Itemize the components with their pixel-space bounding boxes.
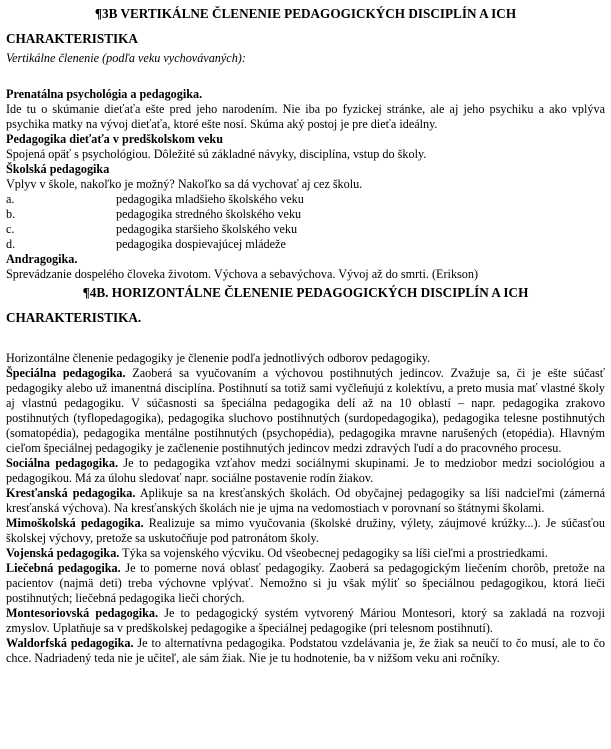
list-item (6, 222, 605, 237)
andragogy-text: Sprevádzanie dospelého človeka životom. Výchova a sebavýchova. Vývoj až do smrti. (Erikson) (6, 267, 479, 281)
section-3-subtitle: Vertikálne členenie (podľa veku vychovávaných): (6, 51, 246, 65)
text-special-pedagogy: Zaoberá sa vyučovaním a výchovou postihnutých jedincov. Zvažuje sa, či je ešte súčasť pedagogiky alebo už imanentná disciplína. Postihnutí sa totiž sami vyčleňujú z kolektívu, a preto musia mať vlastné školy aj vlastnú pedagogiku. V súčasnosti sa špeciálna pedagogika delí až na 10 oblastí – napr. pedagogika zrakovo postihnutých (tyflopedagogika), pedagogika sluchovo postihnutých (surdopedagogika), pedagogika telesne postihnutých (somatopédia), pedagogika mentálne postihnutých (psychopédia), pedagogika mravne narušených (etopédia). Hlavným cieľom špeciálnej pedagogiky je začlenenie postihnutých jedincov medzi zdravých ľudí a do pracovného procesu. (6, 366, 605, 455)
list-item-text: pedagogika staršieho školského veku (116, 222, 298, 236)
term-christian-pedagogy: Kresťanská pedagogika. (6, 486, 136, 500)
school-heading: Školská pedagogika (6, 162, 110, 176)
section-4-title-continuation: CHARAKTERISTIKA. (6, 310, 142, 325)
term-extracurricular-pedagogy: Mimoškolská pedagogika. (6, 516, 144, 530)
term-montessori-pedagogy: Montesoriovská pedagogika. (6, 606, 159, 620)
term-social-pedagogy: Sociálna pedagogika. (6, 456, 119, 470)
list-item-letter: d. (6, 237, 16, 251)
term-special-pedagogy: Špeciálna pedagogika. (6, 366, 126, 380)
term-therapeutic-pedagogy: Liečebná pedagogika. (6, 561, 121, 575)
section-3-title: ¶3B VERTIKÁLNE ČLENENIE PEDAGOGICKÝCH DISCIPLÍN A ICH (94, 6, 517, 21)
paragraph-military-pedagogy (6, 546, 605, 561)
paragraph-montessori-pedagogy (6, 606, 605, 636)
list-item-letter: c. (6, 222, 15, 236)
term-waldorf-pedagogy: Waldorfská pedagogika. (6, 636, 134, 650)
list-item (6, 207, 605, 222)
list-item-letter: a. (6, 192, 15, 206)
text-waldorf-pedagogy: Je to alternatívna pedagogika. Podstatou vzdelávania je, že žiak sa neučí to čo musí, ale to čo chce. Nadriadený teda nie je učiteľ, ale sám žiak. Nie je tu hodnotenie, ba v nižšom veku ani ročníky. (6, 636, 605, 665)
preschool-text: Spojená opäť s psychológiou. Dôležité sú základné návyky, disciplína, vstup do školy. (6, 147, 427, 161)
text-christian-pedagogy: Aplikuje sa na kresťanských školách. Od obyčajnej pedagogiky sa líši nadcieľmi (zámerná kresťanská výchova). Na kresťanských školách nie je ujma na vedomostiach v porovnaní so štátnymi školami. (6, 486, 605, 515)
prenatal-text: Ide tu o skúmanie dieťaťa ešte pred jeho narodením. Nie iba po fyzickej stránke, ale aj jeho psychiku a ako vplýva psychika matky na vývoj dieťaťa, ktoré ešte nosí. Skúma aký postoj je pre dieťa ideálny. (6, 102, 605, 131)
text-montessori-pedagogy: Je to pedagogický systém vytvorený Máriou Montesori, ktorý sa zakladá na rozvoji zmyslov. Uplatňuje sa v predškolskej pedagogike a špeciálnej pedagogike (pri telesnom postihnutí). (6, 606, 605, 635)
school-list (6, 192, 605, 252)
text-therapeutic-pedagogy: Je to pomerne nová oblasť pedagogiky. Zaoberá sa pedagogickým liečením chorôb, pretože na pacientov (najmä deti) treba výchovne vplývať. Nemožno si ju však mýliť so špeciálnou pedagogikou, ktorá lieči postihnutých; liečebná pedagogika lieči chorých. (6, 561, 606, 605)
paragraph-therapeutic-pedagogy (6, 561, 605, 606)
list-item-text: pedagogika mladšieho školského veku (116, 192, 304, 206)
prenatal-heading: Prenatálna psychológia a pedagogika. (6, 87, 203, 101)
section-3-title-continuation: CHARAKTERISTIKA (6, 31, 138, 46)
paragraph-social-pedagogy (6, 456, 605, 486)
text-military-pedagogy: Týka sa vojenského výcviku. Od všeobecnej pedagogiky sa líši cieľmi a prostriedkami. (119, 546, 548, 560)
list-item (6, 192, 605, 207)
list-item-letter: b. (6, 207, 16, 221)
preschool-heading: Pedagogika dieťaťa v predškolskom veku (6, 132, 223, 146)
school-text: Vplyv v škole, nakoľko je možný? Nakoľko sa dá vychovať aj cez školu. (6, 177, 363, 191)
text-social-pedagogy: Je to pedagogika vzťahov medzi sociálnymi skupinami. Je to medziobor medzi sociológiou a pedagogikou. Má za úlohu sledovať napr. sociálne postavenie rodín žiakov. (6, 456, 605, 485)
term-military-pedagogy: Vojenská pedagogika. (6, 546, 120, 560)
section-4-intro: Horizontálne členenie pedagogiky je členenie podľa jednotlivých odborov pedagogiky. (6, 351, 431, 365)
paragraph-christian-pedagogy (6, 486, 605, 516)
paragraph-special-pedagogy (6, 366, 605, 456)
list-item-text: pedagogika stredného školského veku (116, 207, 302, 221)
list-item-text: pedagogika dospievajúcej mládeže (116, 237, 286, 251)
text-extracurricular-pedagogy: Realizuje sa mimo vyučovania (školské družiny, výlety, záujmové krúžky...). Je súčasťou školskej výchovy, pretože sa uskutočňuje pod patronátom školy. (6, 516, 605, 545)
list-item (6, 237, 605, 252)
paragraph-waldorf-pedagogy (6, 636, 605, 666)
paragraph-extracurricular-pedagogy (6, 516, 605, 546)
andragogy-heading: Andragogika. (6, 252, 78, 266)
section-4-title: ¶4B. HORIZONTÁLNE ČLENENIE PEDAGOGICKÝCH DISCIPLÍN A ICH (82, 285, 529, 300)
